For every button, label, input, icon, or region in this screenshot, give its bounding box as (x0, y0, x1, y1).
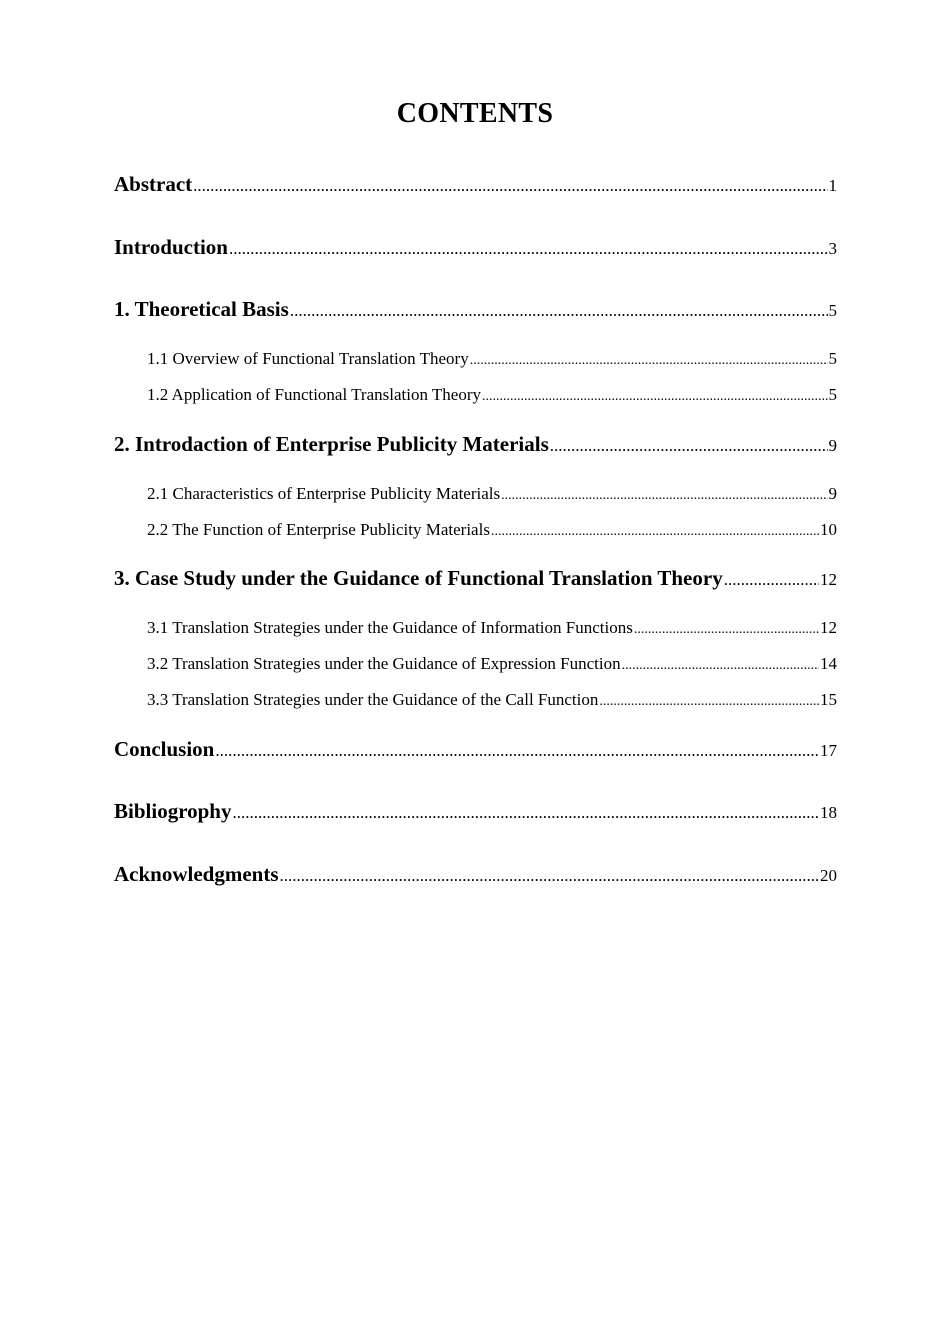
dot-leader (280, 866, 819, 886)
toc-entry-section-3-2[interactable] (147, 654, 837, 674)
toc-page-number: 17 (820, 741, 837, 760)
toc-entry-acknowledgments[interactable] (114, 862, 837, 887)
toc-page-number: 5 (828, 349, 837, 368)
toc-entry-chapter-1[interactable] (114, 297, 837, 322)
dot-leader (229, 239, 828, 259)
toc-page-number: 5 (828, 301, 837, 320)
toc-entry-label: 2.2 The Function of Enterprise Publicity Materials (147, 520, 490, 539)
dot-leader (491, 524, 819, 540)
toc-entry-label: 3. Case Study under the Guidance of Functional Translation Theory (114, 566, 723, 590)
toc-entry-section-2-2[interactable] (147, 520, 837, 540)
dot-leader (724, 570, 819, 590)
toc-page-number: 3 (828, 239, 837, 258)
toc-page-number: 10 (820, 520, 837, 539)
toc-entry-label: Conclusion (114, 737, 215, 761)
dot-leader (470, 353, 828, 369)
toc-entry-chapter-3[interactable] (114, 566, 837, 591)
toc-entry-label: 1.1 Overview of Functional Translation Theory (147, 349, 469, 368)
toc-entry-label: 3.3 Translation Strategies under the Guidance of the Call Function (147, 690, 599, 709)
toc-entry-label: 3.2 Translation Strategies under the Guidance of Expression Function (147, 654, 621, 673)
toc-entry-introduction[interactable] (114, 235, 837, 260)
dot-leader (482, 389, 828, 405)
toc-entry-label: Bibliogrophy (114, 799, 232, 823)
dot-leader (550, 436, 828, 456)
toc-entry-section-1-2[interactable] (147, 385, 837, 405)
toc-entry-section-3-1[interactable] (147, 618, 837, 638)
toc-entry-section-3-3[interactable] (147, 690, 837, 710)
dot-leader (501, 488, 827, 504)
toc-page-number: 12 (820, 570, 837, 589)
page-title: CONTENTS (396, 98, 554, 129)
toc-page-number: 18 (820, 803, 837, 822)
dot-leader (290, 301, 828, 321)
toc-page-number: 1 (828, 176, 837, 195)
toc-entry-label: 1. Theoretical Basis (114, 297, 289, 321)
toc-entry-label: Introduction (114, 235, 228, 259)
toc-entry-conclusion[interactable] (114, 737, 837, 762)
dot-leader (193, 176, 827, 196)
toc-page-number: 12 (820, 618, 837, 637)
dot-leader (634, 622, 819, 638)
dot-leader (622, 658, 819, 674)
toc-entry-section-1-1[interactable] (147, 349, 837, 369)
toc-page-number: 9 (828, 436, 837, 455)
toc-entry-label: 3.1 Translation Strategies under the Guidance of Information Functions (147, 618, 633, 637)
dot-leader (215, 741, 819, 761)
toc-page-number: 5 (828, 385, 837, 404)
toc-entry-bibliography[interactable] (114, 799, 837, 824)
toc-page-number: 15 (820, 690, 837, 709)
toc-page-number: 20 (820, 866, 837, 885)
toc-entry-label: 1.2 Application of Functional Translation Theory (147, 385, 481, 404)
toc-entry-chapter-2[interactable] (114, 432, 837, 457)
toc-entry-label: 2. Introdaction of Enterprise Publicity Materials (114, 432, 549, 456)
toc-entry-label: Abstract (114, 172, 193, 196)
toc-entry-label: 2.1 Characteristics of Enterprise Publicity Materials (147, 484, 501, 503)
toc-page-number: 9 (828, 484, 837, 503)
toc-entry-abstract[interactable] (114, 172, 837, 197)
toc-entry-section-2-1[interactable] (147, 484, 837, 504)
dot-leader (233, 803, 820, 823)
toc-page-number: 14 (820, 654, 837, 673)
dot-leader (599, 694, 819, 710)
toc-entry-label: Acknowledgments (114, 862, 279, 886)
